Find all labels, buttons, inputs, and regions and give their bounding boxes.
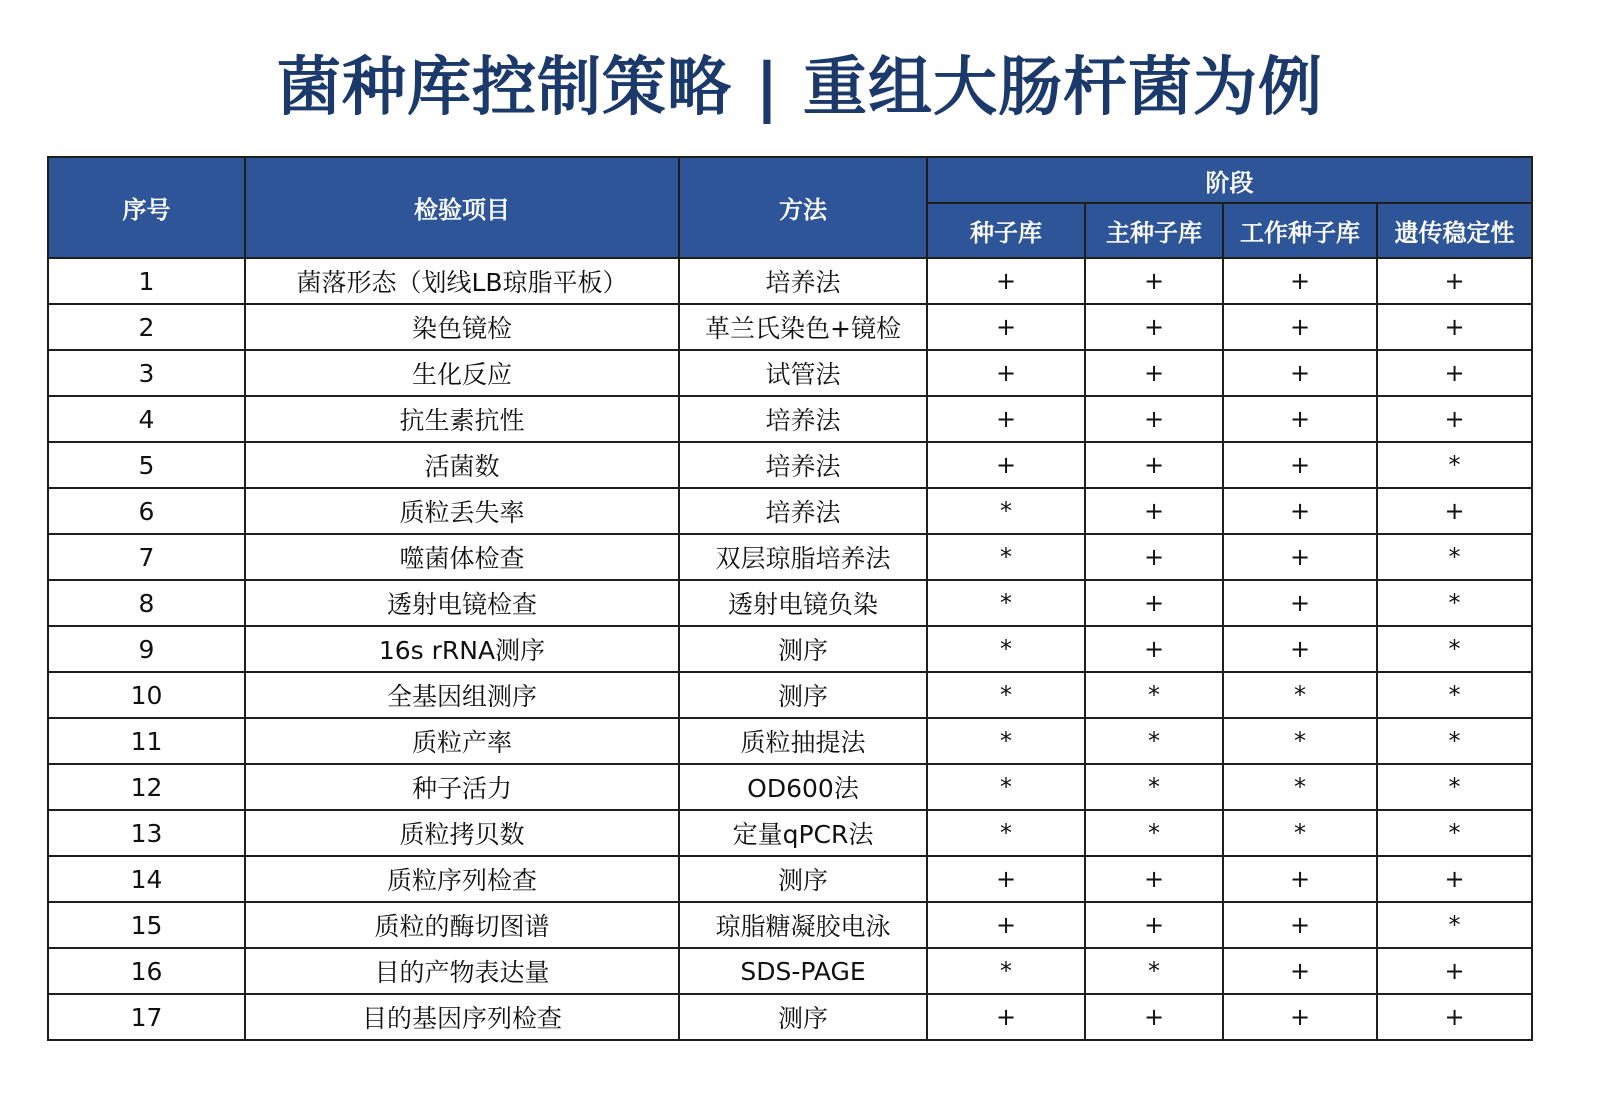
- cell-method: 定量qPCR法: [679, 810, 927, 856]
- cell-test-item: 质粒产率: [245, 718, 679, 764]
- cell-test-item: 噬菌体检查: [245, 534, 679, 580]
- table-row: [48, 350, 1532, 396]
- cell-index: 12: [48, 764, 245, 810]
- cell-genetic-stability-mark: +: [1377, 488, 1532, 534]
- table-row: [48, 902, 1532, 948]
- cell-genetic-stability-mark: +: [1377, 304, 1532, 350]
- cell-working-seed-bank-mark: +: [1223, 626, 1377, 672]
- cell-working-seed-bank-mark: *: [1223, 764, 1377, 810]
- cell-master-seed-bank-mark: +: [1085, 442, 1223, 488]
- cell-index: 11: [48, 718, 245, 764]
- cell-test-item: 质粒丢失率: [245, 488, 679, 534]
- table-row: [48, 626, 1532, 672]
- table-row: [48, 534, 1532, 580]
- table-row: [48, 718, 1532, 764]
- cell-working-seed-bank-mark: +: [1223, 488, 1377, 534]
- cell-method: OD600法: [679, 764, 927, 810]
- cell-working-seed-bank-mark: +: [1223, 902, 1377, 948]
- cell-index: 6: [48, 488, 245, 534]
- cell-index: 3: [48, 350, 245, 396]
- cell-seed-bank-mark: +: [927, 902, 1085, 948]
- cell-master-seed-bank-mark: +: [1085, 856, 1223, 902]
- table-header: [48, 157, 1532, 258]
- col-header-stage-group: 阶段: [927, 157, 1532, 203]
- table-row: [48, 994, 1532, 1040]
- cell-seed-bank-mark: +: [927, 350, 1085, 396]
- cell-master-seed-bank-mark: *: [1085, 764, 1223, 810]
- cell-seed-bank-mark: *: [927, 764, 1085, 810]
- cell-working-seed-bank-mark: *: [1223, 672, 1377, 718]
- table-row: [48, 948, 1532, 994]
- cell-index: 9: [48, 626, 245, 672]
- cell-master-seed-bank-mark: *: [1085, 948, 1223, 994]
- cell-genetic-stability-mark: *: [1377, 902, 1532, 948]
- cell-working-seed-bank-mark: +: [1223, 534, 1377, 580]
- cell-seed-bank-mark: *: [927, 672, 1085, 718]
- cell-genetic-stability-mark: +: [1377, 856, 1532, 902]
- cell-seed-bank-mark: +: [927, 856, 1085, 902]
- cell-test-item: 16s rRNA测序: [245, 626, 679, 672]
- cell-working-seed-bank-mark: *: [1223, 718, 1377, 764]
- cell-method: 培养法: [679, 258, 927, 304]
- cell-method: 培养法: [679, 442, 927, 488]
- cell-working-seed-bank-mark: +: [1223, 304, 1377, 350]
- cell-seed-bank-mark: *: [927, 488, 1085, 534]
- cell-test-item: 质粒拷贝数: [245, 810, 679, 856]
- cell-test-item: 生化反应: [245, 350, 679, 396]
- col-header-genetic-stability: 遗传稳定性: [1377, 203, 1532, 258]
- cell-genetic-stability-mark: *: [1377, 580, 1532, 626]
- cell-seed-bank-mark: +: [927, 258, 1085, 304]
- col-header-working-seed-bank: 工作种子库: [1223, 203, 1377, 258]
- qc-table: [47, 156, 1533, 1041]
- cell-master-seed-bank-mark: +: [1085, 258, 1223, 304]
- table-row: [48, 396, 1532, 442]
- cell-master-seed-bank-mark: +: [1085, 580, 1223, 626]
- cell-index: 2: [48, 304, 245, 350]
- cell-master-seed-bank-mark: *: [1085, 810, 1223, 856]
- col-header-item: 检验项目: [245, 157, 679, 258]
- cell-working-seed-bank-mark: +: [1223, 442, 1377, 488]
- col-header-master-seed-bank: 主种子库: [1085, 203, 1223, 258]
- cell-seed-bank-mark: *: [927, 580, 1085, 626]
- cell-index: 1: [48, 258, 245, 304]
- cell-working-seed-bank-mark: +: [1223, 948, 1377, 994]
- cell-test-item: 透射电镜检查: [245, 580, 679, 626]
- cell-working-seed-bank-mark: +: [1223, 350, 1377, 396]
- cell-index: 15: [48, 902, 245, 948]
- cell-test-item: 种子活力: [245, 764, 679, 810]
- cell-seed-bank-mark: *: [927, 810, 1085, 856]
- table-row: [48, 764, 1532, 810]
- table-row: [48, 258, 1532, 304]
- cell-genetic-stability-mark: *: [1377, 626, 1532, 672]
- cell-working-seed-bank-mark: *: [1223, 810, 1377, 856]
- cell-seed-bank-mark: *: [927, 626, 1085, 672]
- cell-genetic-stability-mark: *: [1377, 672, 1532, 718]
- cell-index: 13: [48, 810, 245, 856]
- cell-genetic-stability-mark: *: [1377, 534, 1532, 580]
- cell-test-item: 染色镜检: [245, 304, 679, 350]
- cell-seed-bank-mark: *: [927, 534, 1085, 580]
- table-row: [48, 810, 1532, 856]
- cell-index: 17: [48, 994, 245, 1040]
- col-header-seed-bank: 种子库: [927, 203, 1085, 258]
- cell-master-seed-bank-mark: +: [1085, 304, 1223, 350]
- cell-test-item: 质粒序列检查: [245, 856, 679, 902]
- cell-method: 测序: [679, 672, 927, 718]
- cell-method: 测序: [679, 994, 927, 1040]
- table-body: [48, 258, 1532, 1040]
- cell-test-item: 全基因组测序: [245, 672, 679, 718]
- cell-seed-bank-mark: +: [927, 304, 1085, 350]
- cell-master-seed-bank-mark: +: [1085, 994, 1223, 1040]
- cell-seed-bank-mark: +: [927, 396, 1085, 442]
- cell-method: 测序: [679, 626, 927, 672]
- cell-working-seed-bank-mark: +: [1223, 856, 1377, 902]
- table-row: [48, 304, 1532, 350]
- cell-working-seed-bank-mark: +: [1223, 258, 1377, 304]
- col-header-index: 序号: [48, 157, 245, 258]
- cell-genetic-stability-mark: *: [1377, 764, 1532, 810]
- cell-method: 双层琼脂培养法: [679, 534, 927, 580]
- cell-seed-bank-mark: *: [927, 948, 1085, 994]
- cell-index: 4: [48, 396, 245, 442]
- cell-index: 8: [48, 580, 245, 626]
- cell-working-seed-bank-mark: +: [1223, 994, 1377, 1040]
- cell-method: 革兰氏染色+镜检: [679, 304, 927, 350]
- cell-working-seed-bank-mark: +: [1223, 396, 1377, 442]
- cell-seed-bank-mark: +: [927, 994, 1085, 1040]
- table-row: [48, 442, 1532, 488]
- cell-test-item: 菌落形态（划线LB琼脂平板）: [245, 258, 679, 304]
- qc-table-container: [47, 156, 1533, 1041]
- cell-index: 5: [48, 442, 245, 488]
- cell-genetic-stability-mark: +: [1377, 994, 1532, 1040]
- cell-method: 透射电镜负染: [679, 580, 927, 626]
- cell-method: 培养法: [679, 396, 927, 442]
- cell-seed-bank-mark: *: [927, 718, 1085, 764]
- page-title: 菌种库控制策略 | 重组大肠杆菌为例: [277, 51, 1323, 125]
- col-header-method: 方法: [679, 157, 927, 258]
- cell-master-seed-bank-mark: +: [1085, 902, 1223, 948]
- table-row: [48, 856, 1532, 902]
- cell-master-seed-bank-mark: *: [1085, 718, 1223, 764]
- cell-genetic-stability-mark: *: [1377, 442, 1532, 488]
- cell-genetic-stability-mark: +: [1377, 396, 1532, 442]
- cell-test-item: 目的基因序列检查: [245, 994, 679, 1040]
- cell-test-item: 目的产物表达量: [245, 948, 679, 994]
- cell-test-item: 活菌数: [245, 442, 679, 488]
- cell-master-seed-bank-mark: +: [1085, 488, 1223, 534]
- cell-method: 试管法: [679, 350, 927, 396]
- table-row: [48, 672, 1532, 718]
- cell-genetic-stability-mark: *: [1377, 718, 1532, 764]
- cell-master-seed-bank-mark: *: [1085, 672, 1223, 718]
- cell-genetic-stability-mark: +: [1377, 948, 1532, 994]
- cell-method: 测序: [679, 856, 927, 902]
- cell-index: 16: [48, 948, 245, 994]
- table-row: [48, 580, 1532, 626]
- cell-genetic-stability-mark: +: [1377, 350, 1532, 396]
- cell-index: 10: [48, 672, 245, 718]
- cell-method: 培养法: [679, 488, 927, 534]
- table-row: [48, 488, 1532, 534]
- cell-method: 琼脂糖凝胶电泳: [679, 902, 927, 948]
- cell-master-seed-bank-mark: +: [1085, 626, 1223, 672]
- cell-genetic-stability-mark: +: [1377, 258, 1532, 304]
- cell-genetic-stability-mark: *: [1377, 810, 1532, 856]
- cell-test-item: 质粒的酶切图谱: [245, 902, 679, 948]
- cell-master-seed-bank-mark: +: [1085, 350, 1223, 396]
- cell-working-seed-bank-mark: +: [1223, 580, 1377, 626]
- cell-index: 14: [48, 856, 245, 902]
- cell-index: 7: [48, 534, 245, 580]
- cell-method: SDS-PAGE: [679, 948, 927, 994]
- cell-test-item: 抗生素抗性: [245, 396, 679, 442]
- cell-master-seed-bank-mark: +: [1085, 396, 1223, 442]
- cell-seed-bank-mark: +: [927, 442, 1085, 488]
- cell-method: 质粒抽提法: [679, 718, 927, 764]
- cell-master-seed-bank-mark: +: [1085, 534, 1223, 580]
